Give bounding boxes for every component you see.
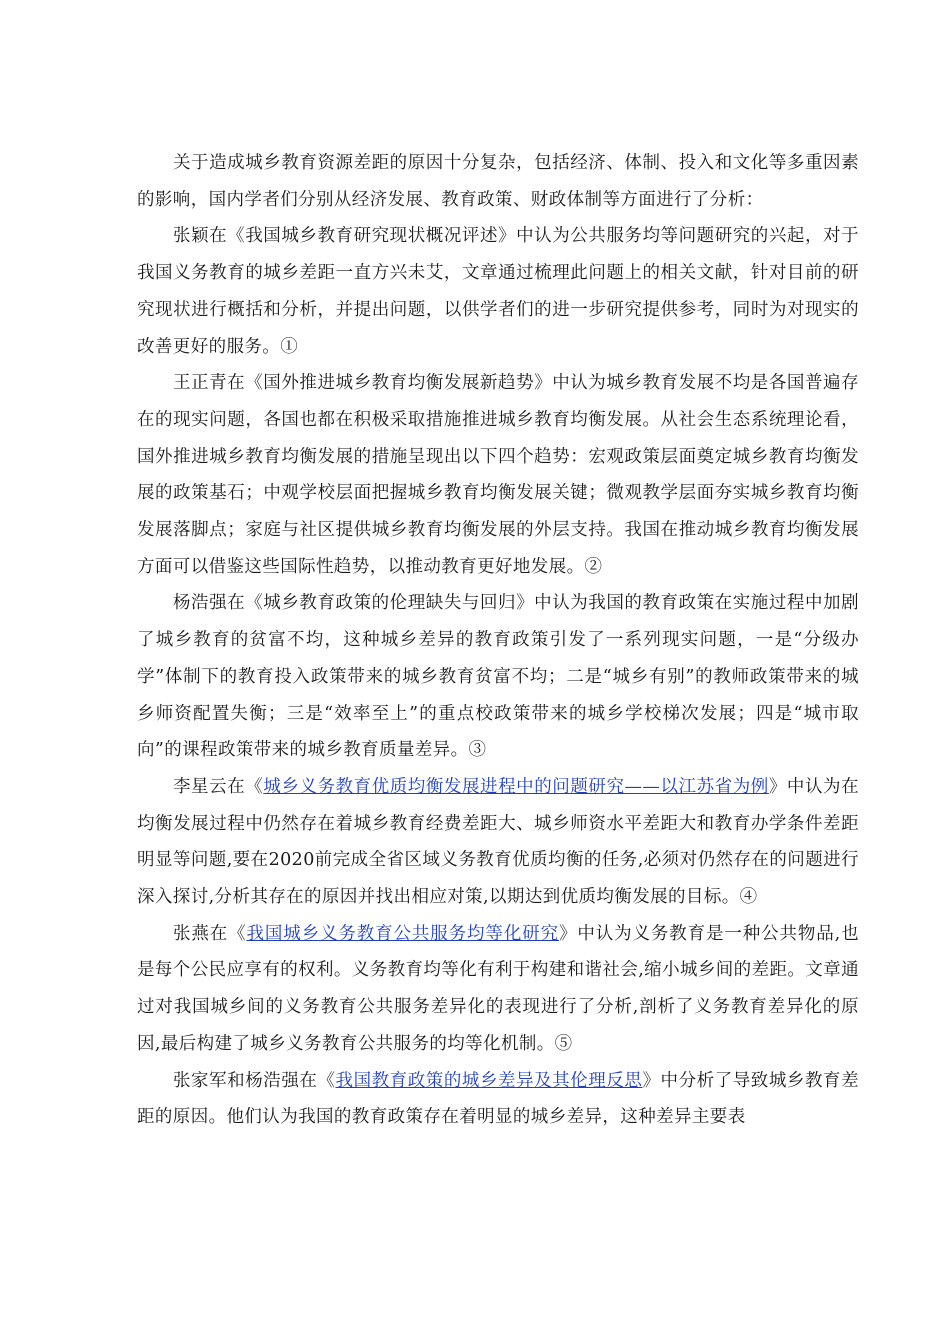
paragraph-text-post: 》中分析了导致城乡教育差距的原因。他们认为我国的教育政策存在着明显的城乡差异，这种差异主要表 [137,1070,859,1128]
reference-link-public-service[interactable]: 我国城乡义务教育公共服务均等化研究 [246,923,559,944]
paragraph-wang-zhengqing [137,365,859,585]
paragraph-text-post: 》中认为在均衡发展过程中仍然存在着城乡教育经费差距大、城乡师资水平差距大和教育办学条件差距明显等问题,要在2020前完成全省区域义务教育优质均衡的任务,必须对仍然存在的问题进行深入探讨,分析其存在的原因并找出相应对策,以期达到优质均衡发展的目标。④ [137,776,860,908]
paragraph-zhang-ying [137,218,859,365]
paragraph-text-post: 》中认为义务教育是一种公共物品,也是每个公民应享有的权利。义务教育均等化有利于构建和谐社会,缩小城乡间的差距。文章通过对我国城乡间的义务教育公共服务差异化的表现进行了分析,剖析了义务教育差异化的原因,最后构建了城乡义务教育公共服务的均等化机制。⑤ [137,923,859,1054]
paragraph-zhang-yan [137,916,859,1063]
paragraph-zhang-jiajun [137,1063,859,1136]
paragraph-text-pre: 张家军和杨浩强在《 [173,1070,336,1091]
paragraph-text: 杨浩强在《城乡教育政策的伦理缺失与回归》中认为我国的教育政策在实施过程中加剧了城乡教育的贫富不均，这种城乡差异的教育政策引发了一系列现实问题，一是“分级办学”体制下的教育投入政策带来的城乡教育贫富不均；二是“城乡有别”的教师政策带来的城乡师资配置失衡；三是“效率至上”的重点校政策带来的城乡学校梯次发展；四是“城市取向”的课程政策带来的城乡教育质量差异。③ [137,593,859,761]
paragraph-text-pre: 李星云在《 [173,776,264,797]
paragraph-intro [137,145,859,218]
reference-link-policy-ethics[interactable]: 我国教育政策的城乡差异及其伦理反思 [335,1070,643,1091]
paragraph-li-xingyun [137,769,859,916]
reference-link-jiangsu[interactable]: 城乡义务教育优质均衡发展进程中的问题研究——以江苏省为例 [263,776,769,797]
paragraph-text: 张颖在《我国城乡教育研究现状概况评述》中认为公共服务均等问题研究的兴起，对于我国义务教育的城乡差距一直方兴未艾，文章通过梳理此问题上的相关文献，针对目前的研究现状进行概括和分析，并提出问题，以供学者们的进一步研究提供参考，同时为对现实的改善更好的服务。① [137,226,859,357]
paragraph-text-pre: 张燕在《 [173,923,247,944]
paragraph-text: 王正青在《国外推进城乡教育均衡发展新趋势》中认为城乡教育发展不均是各国普遍存在的现实问题，各国也都在积极采取措施推进城乡教育均衡发展。从社会生态系统理论看，国外推进城乡教育均衡发展的措施呈现出以下四个趋势：宏观政策层面奠定城乡教育均衡发展的政策基石；中观学校层面把握城乡教育均衡发展关键；微观教学层面夯实城乡教育均衡发展落脚点；家庭与社区提供城乡教育均衡发展的外层支持。我国在推动城乡教育均衡发展方面可以借鉴这些国际性趋势，以推动教育更好地发展。② [137,373,859,577]
paragraph-text: 关于造成城乡教育资源差距的原因十分复杂，包括经济、体制、投入和文化等多重因素的影响，国内学者们分别从经济发展、教育政策、财政体制等方面进行了分析： [137,153,859,210]
paragraph-yang-haoqiang [137,585,859,769]
document-body [137,145,859,1136]
